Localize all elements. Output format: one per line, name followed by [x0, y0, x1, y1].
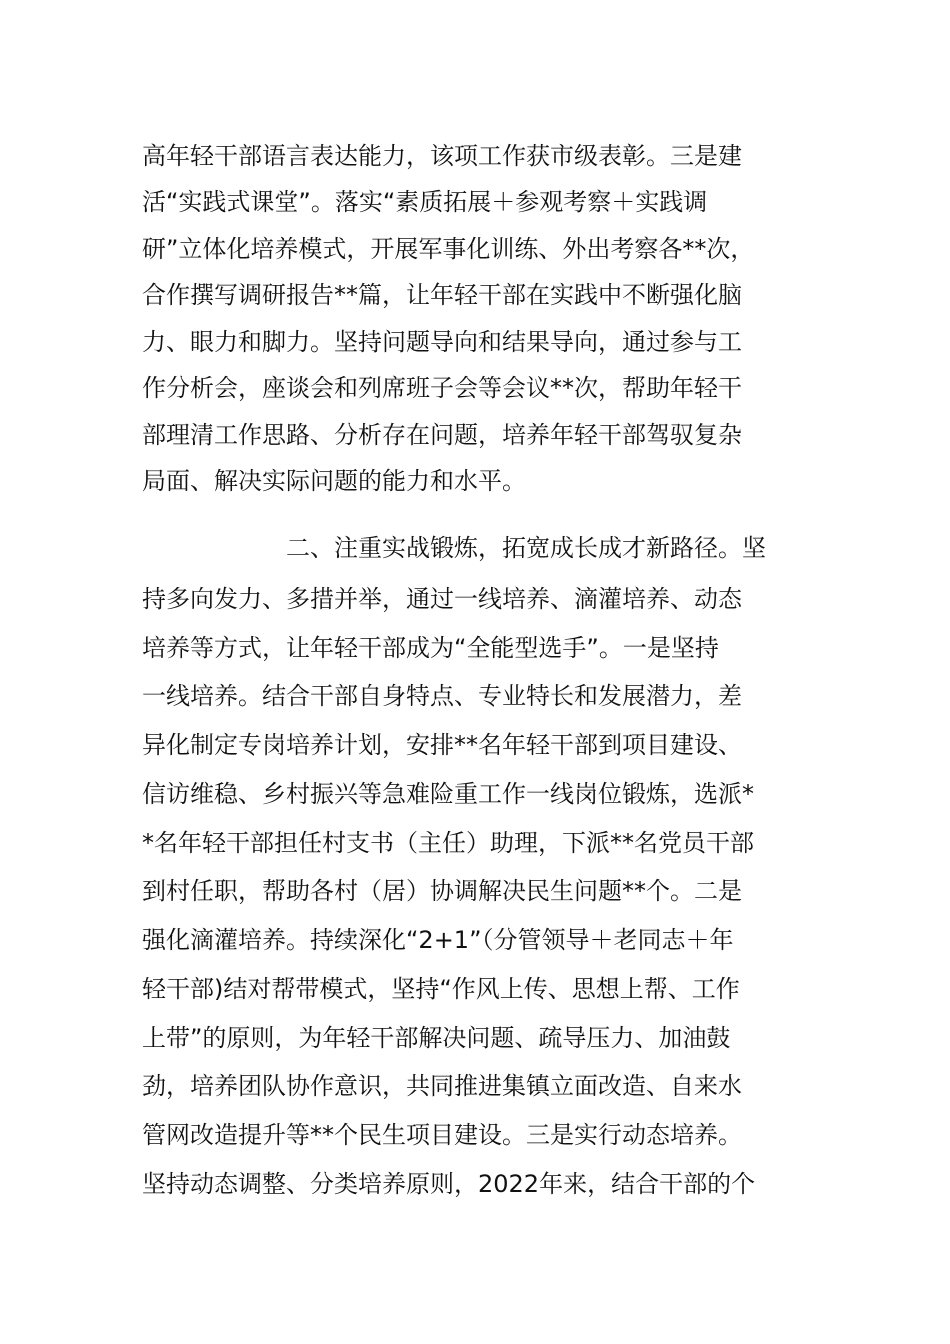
text-line-14: 信访维稳、乡村振兴等急难险重工作一线岗位锻炼，选派* [142, 780, 754, 808]
text-line-12: 一线培养。结合干部自身特点、专业特长和发展潜力，差 [142, 682, 742, 710]
text-line-4: 合作撰写调研报告**篇，让年轻干部在实践中不断强化脑 [142, 281, 742, 309]
text-line-16: 到村任职，帮助各村（居）协调解决民生问题**个。二是 [142, 877, 742, 905]
text-line-6: 作分析会，座谈会和列席班子会等会议**次，帮助年轻干 [142, 374, 742, 402]
text-line-17: 强化滴灌培养。持续深化“2+1”（分管领导＋老同志＋年 [142, 926, 734, 954]
text-line-22: 坚持动态调整、分类培养原则，2022年来，结合干部的个 [142, 1170, 756, 1198]
text-line-11: 培养等方式，让年轻干部成为“全能型选手”。一是坚持 [142, 634, 719, 662]
text-line-3: 研”立体化培养模式，开展军事化训练、外出考察各**次， [142, 235, 755, 263]
text-line-15: *名年轻干部担任村支书（主任）助理，下派**名党员干部 [142, 829, 754, 857]
text-line-10: 持多向发力、多措并举，通过一线培养、滴灌培养、动态 [142, 585, 742, 613]
text-line-21: 管网改造提升等**个民生项目建设。三是实行动态培养。 [142, 1121, 742, 1149]
text-line-2: 活“实践式课堂”。落实“素质拓展＋参观考察＋实践调 [142, 188, 708, 216]
section-heading-line: 二、注重实战锻炼，拓宽成长成才新路径。坚 [286, 534, 766, 562]
text-line-1: 高年轻干部语言表达能力，该项工作获市级表彰。三是建 [142, 142, 742, 170]
text-line-7: 部理清工作思路、分析存在问题，培养年轻干部驾驭复杂 [142, 421, 742, 449]
text-line-20: 劲，培养团队协作意识，共同推进集镇立面改造、自来水 [142, 1072, 742, 1100]
text-line-18: 轻干部)结对帮带模式，坚持“作风上传、思想上帮、工作 [142, 975, 740, 1003]
text-line-19: 上带”的原则，为年轻干部解决问题、疏导压力、加油鼓 [142, 1024, 731, 1052]
text-line-5: 力、眼力和脚力。坚持问题导向和结果导向，通过参与工 [142, 328, 742, 356]
text-line-8: 局面、解决实际问题的能力和水平。 [142, 467, 526, 495]
text-line-13: 异化制定专岗培养计划，安排**名年轻干部到项目建设、 [142, 731, 742, 759]
